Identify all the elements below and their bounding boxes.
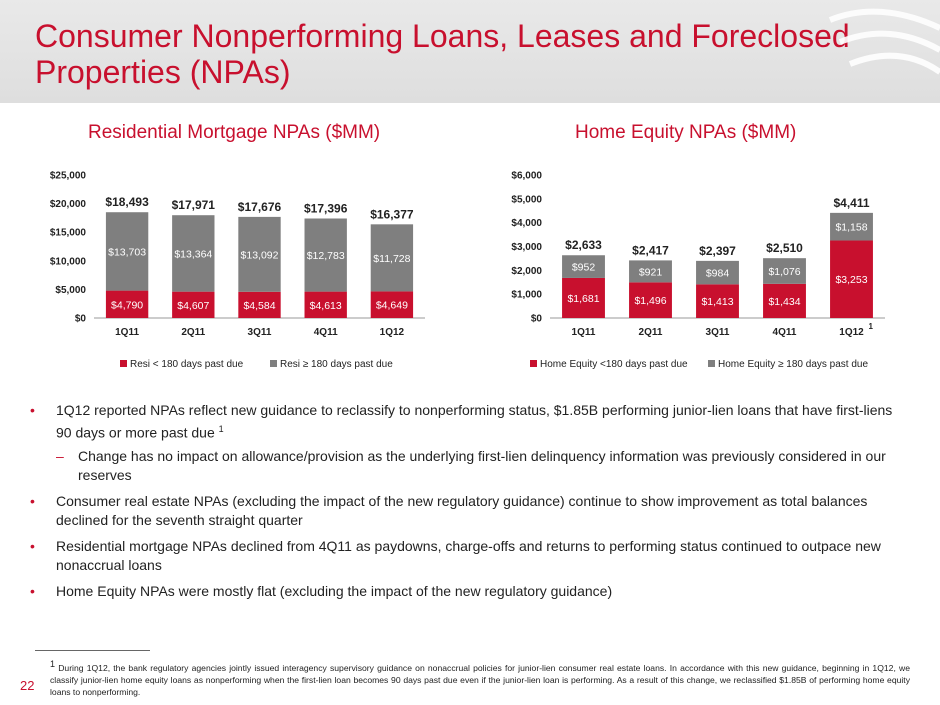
x-tick-label: 3Q11 bbox=[247, 327, 272, 338]
legend-label: Home Equity ≥ 180 days past due bbox=[718, 359, 869, 370]
x-tick-label: 1Q11 bbox=[571, 327, 596, 338]
bullet-text: 1Q12 reported NPAs reflect new guidance to reclassify to nonperforming status, $1.85B performing junior-lien loans that have first-liens 90 days or more past due bbox=[56, 402, 893, 441]
legend-swatch bbox=[530, 360, 537, 367]
bar-data-label: $1,076 bbox=[768, 266, 801, 279]
bar-total-label: $2,417 bbox=[632, 243, 669, 258]
x-tick-label: 1Q12 bbox=[839, 327, 864, 338]
bullet-text: Residential mortgage NPAs declined from 4Q11 as paydowns, charge-offs and returns to performing status continued to outpace new nonaccrual loans bbox=[56, 537, 881, 573]
x-tick-label: 1Q11 bbox=[115, 327, 140, 338]
bar-total-label: $16,377 bbox=[370, 207, 414, 222]
footnote bbox=[50, 658, 910, 698]
bar-data-label: $952 bbox=[571, 261, 596, 274]
legend-label: Home Equity <180 days past due bbox=[540, 359, 688, 370]
subbullet-no-impact bbox=[30, 447, 910, 485]
bullet-text: Home Equity NPAs were mostly flat (excluding the impact of the new regulatory guidance) bbox=[56, 582, 613, 599]
bullet-home-equity bbox=[30, 582, 910, 601]
x-tick-label: 4Q11 bbox=[772, 327, 797, 338]
x-tick-label: 1Q12 bbox=[379, 327, 405, 338]
y-tick-label: $15,000 bbox=[49, 227, 86, 239]
y-tick-label: $5,000 bbox=[55, 284, 86, 296]
y-tick-label: $6,000 bbox=[511, 170, 542, 182]
y-tick-label: $20,000 bbox=[49, 199, 86, 211]
bar-total-label: $18,493 bbox=[105, 195, 149, 210]
x-tick-footnote-ref: 1 bbox=[868, 322, 873, 331]
y-tick-label: $1,000 bbox=[511, 289, 542, 301]
page-title: Consumer Nonperforming Loans, Leases and Foreclosed Properties (NPAs) bbox=[35, 18, 850, 90]
subbullet-text: Change has no impact on allowance/provision as the underlying first-lien delinquency information was previously considered in our reserves bbox=[78, 447, 886, 483]
bullet-residential-mortgage bbox=[30, 537, 910, 575]
bar-data-label: $4,613 bbox=[309, 299, 342, 312]
bar-data-label: $1,681 bbox=[567, 292, 600, 305]
bar-data-label: $1,496 bbox=[634, 295, 667, 308]
y-tick-label: $4,000 bbox=[511, 218, 542, 230]
mortgage-npa-chart bbox=[0, 160, 470, 375]
footnote-ref: 1 bbox=[218, 424, 224, 434]
legend-swatch bbox=[708, 360, 715, 367]
x-tick-label: 2Q11 bbox=[181, 327, 206, 338]
y-tick-label: $10,000 bbox=[49, 256, 86, 268]
bullet-marker: • bbox=[30, 402, 35, 418]
bar-data-label: $4,607 bbox=[177, 299, 210, 312]
y-tick-label: $2,000 bbox=[511, 265, 542, 277]
bar-data-label: $12,783 bbox=[306, 250, 345, 263]
commentary-bullets bbox=[30, 401, 910, 608]
y-tick-label: $0 bbox=[530, 313, 542, 325]
bullet-text: Consumer real estate NPAs (excluding the impact of the new regulatory guidance) continue to show improvement as total balances declined for the seventh straight quarter bbox=[56, 492, 868, 528]
bar-data-label: $1,413 bbox=[701, 296, 734, 309]
x-tick-label: 3Q11 bbox=[705, 327, 730, 338]
bar-data-label: $4,649 bbox=[375, 299, 408, 312]
bar-data-label: $11,728 bbox=[373, 252, 411, 265]
brand-logo bbox=[820, 0, 940, 103]
legend-label: Resi < 180 days past due bbox=[130, 359, 244, 370]
subbullet-marker: – bbox=[56, 447, 64, 464]
bullet-marker: • bbox=[30, 537, 35, 554]
bar-data-label: $3,253 bbox=[835, 274, 868, 287]
bar-data-label: $13,364 bbox=[174, 248, 213, 261]
bar-data-label: $921 bbox=[638, 266, 663, 279]
bar-total-label: $2,397 bbox=[699, 243, 736, 258]
bar-data-label: $13,092 bbox=[240, 249, 279, 262]
y-tick-label: $25,000 bbox=[49, 170, 86, 182]
footnote-text: During 1Q12, the bank regulatory agencies jointly issued interagency supervisory guidance on nonaccrual policies for junior-lien consumer real estate loans. In accordance with this new guidance, beginning in 1Q12, we classify junior-lien home equity loans as nonperforming when the first-lien loan becomes 90 days past due even if the junior-lien loan is performing. As a result of this change, we reclassified $1.85B of performing home equity loans to nonperforming. bbox=[50, 662, 910, 697]
bullet-consumer-real-estate bbox=[30, 492, 910, 530]
bar-data-label: $4,584 bbox=[243, 299, 276, 312]
home-equity-npa-chart bbox=[470, 160, 940, 375]
legend-label: Resi ≥ 180 days past due bbox=[280, 359, 393, 370]
legend-swatch bbox=[120, 360, 127, 367]
bullet-marker: • bbox=[30, 582, 35, 599]
mortgage-chart-title: Residential Mortgage NPAs ($MM) bbox=[88, 122, 381, 143]
bar-total-label: $2,633 bbox=[565, 238, 602, 253]
x-tick-label: 2Q11 bbox=[638, 327, 663, 338]
legend-swatch bbox=[270, 360, 277, 367]
bar-total-label: $17,971 bbox=[171, 198, 215, 213]
bar-data-label: $4,790 bbox=[111, 299, 144, 312]
bullet-reclassification bbox=[30, 401, 910, 443]
footnote-marker: 1 bbox=[50, 659, 56, 669]
bar-total-label: $17,676 bbox=[237, 199, 282, 214]
bar-data-label: $1,434 bbox=[768, 295, 801, 308]
bar-data-label: $984 bbox=[705, 267, 730, 280]
bar-data-label: $1,158 bbox=[835, 221, 868, 234]
y-tick-label: $0 bbox=[74, 313, 86, 325]
home-equity-chart-title: Home Equity NPAs ($MM) bbox=[575, 122, 797, 143]
page-number: 22 bbox=[20, 678, 35, 693]
bar-total-label: $4,411 bbox=[833, 195, 870, 210]
footnote-divider bbox=[35, 650, 150, 651]
bullet-marker: • bbox=[30, 492, 35, 509]
bar-total-label: $17,396 bbox=[304, 201, 348, 216]
y-tick-label: $3,000 bbox=[511, 242, 542, 253]
bar-data-label: $13,703 bbox=[108, 246, 147, 259]
bar-total-label: $2,510 bbox=[766, 241, 803, 256]
x-tick-label: 4Q11 bbox=[313, 327, 338, 338]
y-tick-label: $5,000 bbox=[511, 194, 542, 206]
